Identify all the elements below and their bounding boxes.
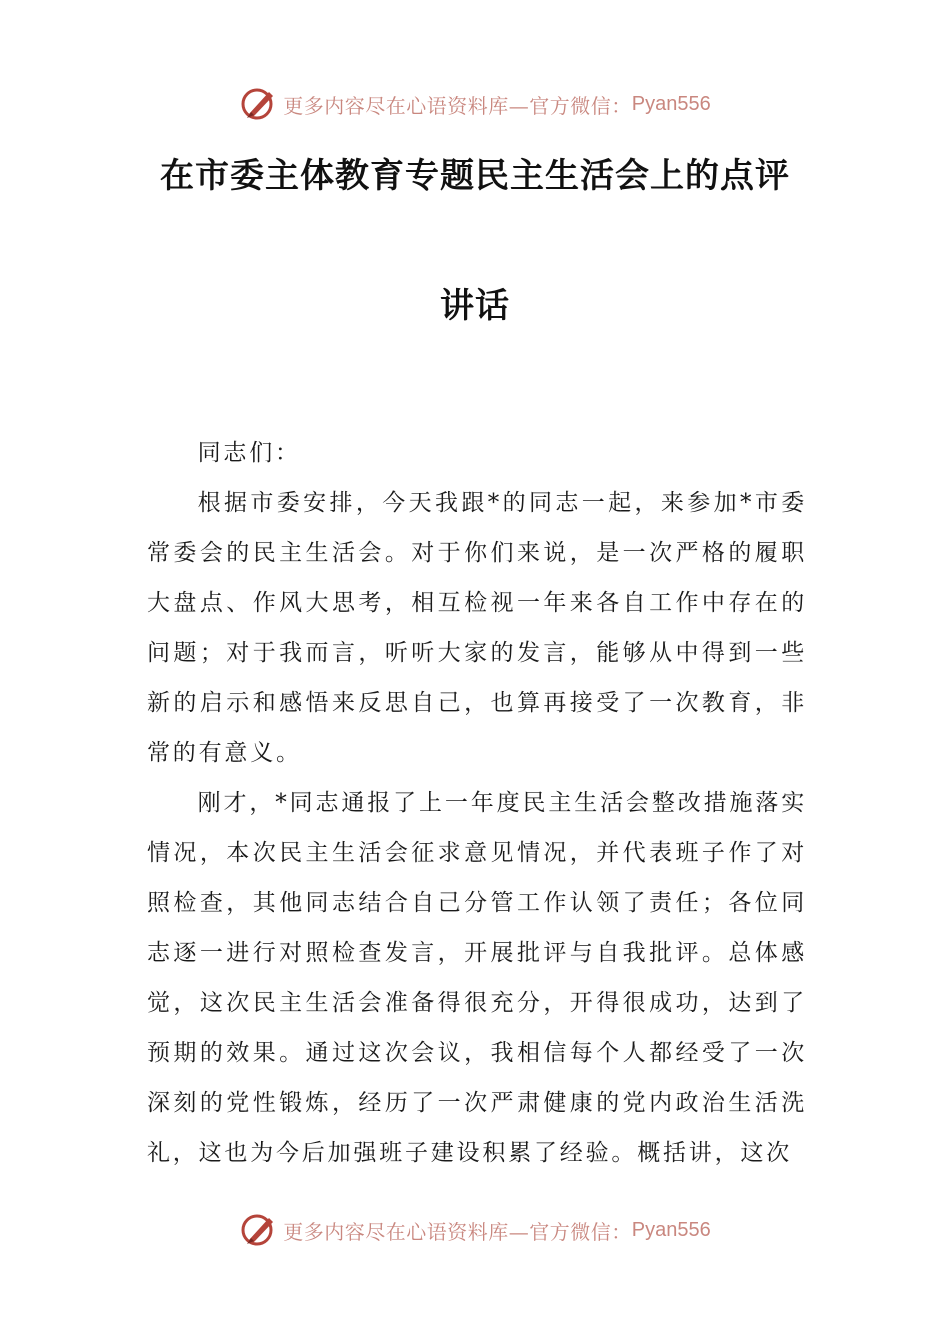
document-title-line1: 在市委主体教育专题民主生活会上的点评 bbox=[160, 156, 790, 196]
pen-logo-icon bbox=[239, 1210, 279, 1250]
watermark-banner-bottom bbox=[0, 1208, 950, 1252]
document-title-line2: 讲话 bbox=[440, 286, 510, 326]
watermark-wechat-id: Pyan556 bbox=[631, 92, 711, 115]
document-body bbox=[147, 428, 807, 1178]
pen-logo-icon bbox=[239, 84, 279, 124]
paragraph-greeting: 同志们： bbox=[197, 440, 301, 466]
watermark-text: 更多内容尽在心语资料库—官方微信： bbox=[283, 93, 632, 118]
watermark-wechat-id: Pyan556 bbox=[631, 1218, 711, 1241]
watermark-banner-top bbox=[0, 82, 950, 126]
watermark-text: 更多内容尽在心语资料库—官方微信： bbox=[283, 1219, 632, 1244]
paragraph: 刚才，*同志通报了上一年度民主生活会整改措施落实情况，本次民主生活会征求意见情况，并代表班子作了对照检查，其他同志结合自己分管工作认领了责任；各位同志逐一进行对照检查发言，开展批评与自我批评。总体感觉，这次民主生活会准备得很充分，开得很成功，达到了预期的效果。通过这次会议，我相信每个人都经受了一次深刻的党性锻炼，经历了一次严肃健康的党内政治生活洗礼，这也为今后加强班子建设积累了经验。概括讲，这次 bbox=[147, 790, 807, 1166]
paragraph: 根据市委安排，今天我跟*的同志一起，来参加*市委常委会的民主生活会。对于你们来说，是一次严格的履职大盘点、作风大思考，相互检视一年来各自工作中存在的问题；对于我而言，听听大家的发言，能够从中得到一些新的启示和感悟来反思自己，也算再接受了一次教育，非常的有意义。 bbox=[147, 490, 807, 766]
